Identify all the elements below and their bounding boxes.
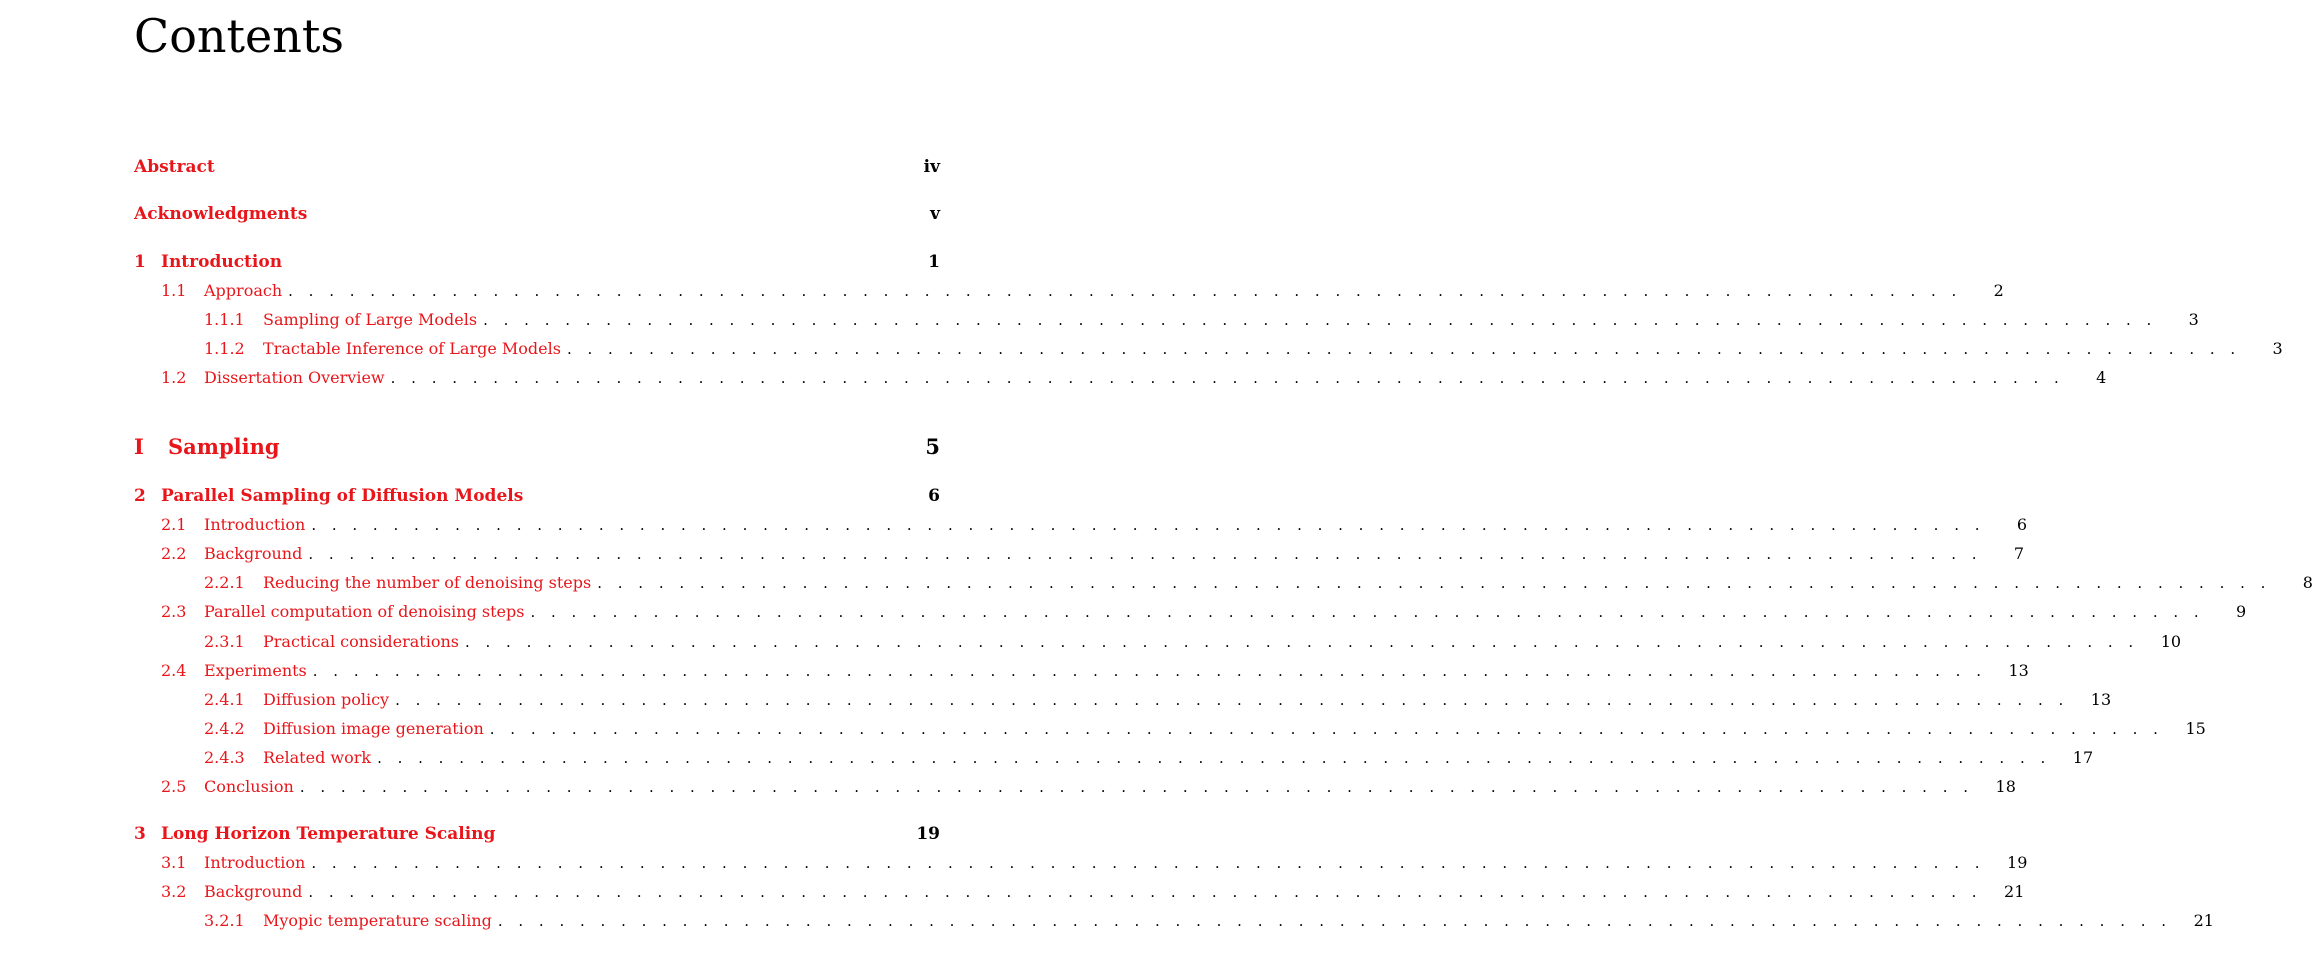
toc-leader-dots: . . . . . . . . . . . . . . . . . . . . . . . . . . . . . . . . . . . . . . . . . . . . . . . . . . . . . . . . . . . . . . . . . . . . . . . . . . . . . . . . . . <box>390 369 2065 387</box>
toc-entry-title[interactable]: Experiments <box>204 661 307 680</box>
toc-leader-dots: . . . . . . . . . . . . . . . . . . . . . . . . . . . . . . . . . . . . . . . . . . . . . . . . . . . . . . . . . . . . . . . . . . . . . . . . . . . . . . . . . . <box>288 282 1962 300</box>
toc-section-3-1[interactable] <box>161 852 2028 874</box>
toc-section-1-1[interactable] <box>161 280 2004 302</box>
toc-subsection-3-2-1[interactable] <box>204 910 2214 932</box>
toc-leader-dots: . . . . . . . . . . . . . . . . . . . . . . . . . . . . . . . . . . . . . . . . . . . . . . . . . . . . . . . . . . . . . . . . . . . . . . . . . . . . . . . . . . <box>308 883 1983 901</box>
toc-entry-number[interactable]: 1.1 <box>161 281 187 300</box>
toc-entry-number[interactable]: 2.1 <box>161 515 187 534</box>
toc-subsection-1-1-2[interactable] <box>204 338 2283 360</box>
toc-entry-page: 17 <box>2072 748 2094 767</box>
toc-entry-title[interactable]: Sampling <box>168 434 280 459</box>
toc-leader-dots: . . . . . . . . . . . . . . . . . . . . . . . . . . . . . . . . . . . . . . . . . . . . . . . . . . . . . . . . . . . . . . . . . . . . . . . . . . . . . . . . . . <box>597 574 2271 592</box>
toc-entry-number[interactable]: 1.1.2 <box>204 339 245 358</box>
toc-entry-page: 7 <box>2013 544 2025 563</box>
toc-leader-dots: . . . . . . . . . . . . . . . . . . . . . . . . . . . . . . . . . . . . . . . . . . . . . . . . . . . . . . . . . . . . . . . . . . . . . . . . . . . . . . . . . . <box>566 340 2241 358</box>
toc-entry-number[interactable]: 1.2 <box>161 368 187 387</box>
toc-section-1-2[interactable] <box>161 367 2107 389</box>
toc-entry-number[interactable]: 2 <box>134 486 146 506</box>
toc-entry-title[interactable]: Diffusion policy <box>263 690 390 709</box>
toc-entry-number[interactable]: 2.4.1 <box>204 690 245 709</box>
toc-entry-title[interactable]: Acknowledgments <box>134 204 308 224</box>
toc-entry-title[interactable]: Myopic temperature scaling <box>263 911 492 930</box>
toc-entry-title[interactable]: Related work <box>263 748 372 767</box>
toc-entry-title[interactable]: Diffusion image generation <box>263 719 484 738</box>
toc-entry-title[interactable]: Tractable Inference of Large Models <box>263 339 561 358</box>
toc-entry-page: 19 <box>2007 853 2028 872</box>
toc-part-1[interactable] <box>134 436 940 458</box>
toc-leader-dots: . . . . . . . . . . . . . . . . . . . . . . . . . . . . . . . . . . . . . . . . . . . . . . . . . . . . . . . . . . . . . . . . . . . . . . . . . . . . . . . . . . <box>530 603 2205 621</box>
toc-entry-number[interactable]: 2.4.2 <box>204 719 245 738</box>
toc-entry-number[interactable]: 2.3 <box>161 602 187 621</box>
toc-leader-dots: . . . . . . . . . . . . . . . . . . . . . . . . . . . . . . . . . . . . . . . . . . . . . . . . . . . . . . . . . . . . . . . . . . . . . . . . . . . . . . . . . . <box>489 720 2164 738</box>
toc-entry-title[interactable]: Dissertation Overview <box>204 368 385 387</box>
toc-entry-title[interactable]: Background <box>204 544 303 563</box>
toc-subsection-2-4-1[interactable] <box>204 689 2112 711</box>
toc-subsection-2-3-1[interactable] <box>204 631 2182 653</box>
toc-chapter-1[interactable] <box>134 251 940 273</box>
toc-section-2-2[interactable] <box>161 543 2025 565</box>
toc-entry-page: 8 <box>2302 573 2313 592</box>
toc-entry-title[interactable]: Background <box>204 882 303 901</box>
toc-entry-page: 21 <box>2004 882 2025 901</box>
toc-leader-dots: . . . . . . . . . . . . . . . . . . . . . . . . . . . . . . . . . . . . . . . . . . . . . . . . . . . . . . . . . . . . . . . . . . . . . . . . . . . . . . . . . . <box>395 691 2069 709</box>
toc-entry-page: 21 <box>2193 911 2214 930</box>
toc-entry-title[interactable]: Approach <box>204 281 283 300</box>
toc-leader-dots: . . . . . . . . . . . . . . . . . . . . . . . . . . . . . . . . . . . . . . . . . . . . . . . . . . . . . . . . . . . . . . . . . . . . . . . . . . . . . . . . . . <box>299 778 1974 796</box>
toc-leader-dots: . . . . . . . . . . . . . . . . . . . . . . . . . . . . . . . . . . . . . . . . . . . . . . . . . . . . . . . . . . . . . . . . . . . . . . . . . . . . . . . . . . <box>308 545 1983 563</box>
toc-entry-title[interactable]: Practical considerations <box>263 632 459 651</box>
toc-entry-title[interactable]: Abstract <box>134 157 215 177</box>
toc-entry-page: 9 <box>2235 602 2247 621</box>
toc-section-2-3[interactable] <box>161 601 2247 623</box>
toc-subsection-2-4-3[interactable] <box>204 747 2094 769</box>
toc-entry-title[interactable]: Introduction <box>161 252 283 272</box>
toc-entry-page: 4 <box>2096 368 2107 387</box>
toc-entry-title[interactable]: Parallel Sampling of Diffusion Models <box>161 486 524 506</box>
toc-entry-page: 3 <box>2272 339 2283 358</box>
toc-entry-page: 13 <box>2008 661 2029 680</box>
toc-section-3-2[interactable] <box>161 881 2025 903</box>
toc-entry-page: 10 <box>2160 632 2182 651</box>
toc-entry-page: 19 <box>916 824 940 844</box>
toc-entry-number[interactable]: 3.2.1 <box>204 911 245 930</box>
toc-entry-page: 5 <box>925 434 940 459</box>
toc-entry-number[interactable]: 2.2 <box>161 544 187 563</box>
toc-section-2-5[interactable] <box>161 776 2016 798</box>
toc-entry-number[interactable]: 3.2 <box>161 882 187 901</box>
toc-entry-acknowledgments[interactable] <box>134 203 940 225</box>
toc-entry-page: 3 <box>2188 310 2199 329</box>
toc-entry-number[interactable]: 2.4.3 <box>204 748 245 767</box>
toc-entry-page: v <box>930 204 940 224</box>
toc-entry-number[interactable]: 2.5 <box>161 777 187 796</box>
toc-leader-dots: . . . . . . . . . . . . . . . . . . . . . . . . . . . . . . . . . . . . . . . . . . . . . . . . . . . . . . . . . . . . . . . . . . . . . . . . . . . . . . . . . . <box>312 662 1987 680</box>
toc-entry-page: 13 <box>2090 690 2112 709</box>
toc-entry-number[interactable]: 1.1.1 <box>204 310 245 329</box>
toc-entry-page: 15 <box>2185 719 2206 738</box>
toc-entry-title[interactable]: Sampling of Large Models <box>263 310 478 329</box>
toc-entry-page: 18 <box>1995 777 2016 796</box>
toc-entry-number[interactable]: 2.2.1 <box>204 573 245 592</box>
toc-subsection-1-1-1[interactable] <box>204 309 2199 331</box>
toc-leader-dots: . . . . . . . . . . . . . . . . . . . . . . . . . . . . . . . . . . . . . . . . . . . . . . . . . . . . . . . . . . . . . . . . . . . . . . . . . . . . . . . . . . <box>483 311 2157 329</box>
toc-leader-dots: . . . . . . . . . . . . . . . . . . . . . . . . . . . . . . . . . . . . . . . . . . . . . . . . . . . . . . . . . . . . . . . . . . . . . . . . . . . . . . . . . . <box>464 633 2139 651</box>
toc-entry-title[interactable]: Introduction <box>204 515 306 534</box>
toc-leader-dots: . . . . . . . . . . . . . . . . . . . . . . . . . . . . . . . . . . . . . . . . . . . . . . . . . . . . . . . . . . . . . . . . . . . . . . . . . . . . . . . . . . <box>377 749 2051 767</box>
toc-entry-page: iv <box>923 157 940 177</box>
toc-entry-abstract[interactable] <box>134 156 940 178</box>
toc-entry-number[interactable]: 3.1 <box>161 853 187 872</box>
toc-entry-number[interactable]: 3 <box>134 824 146 844</box>
toc-entry-number[interactable]: I <box>134 434 144 459</box>
toc-leader-dots: . . . . . . . . . . . . . . . . . . . . . . . . . . . . . . . . . . . . . . . . . . . . . . . . . . . . . . . . . . . . . . . . . . . . . . . . . . . . . . . . . . <box>497 912 2172 930</box>
toc-chapter-2[interactable] <box>134 485 940 507</box>
toc-entry-number[interactable]: 2.4 <box>161 661 187 680</box>
toc-leader-dots: . . . . . . . . . . . . . . . . . . . . . . . . . . . . . . . . . . . . . . . . . . . . . . . . . . . . . . . . . . . . . . . . . . . . . . . . . . . . . . . . . . <box>311 516 1986 534</box>
toc-entry-title[interactable]: Parallel computation of denoising steps <box>204 602 525 621</box>
toc-entry-title[interactable]: Conclusion <box>204 777 294 796</box>
page-title: Contents <box>134 9 344 63</box>
toc-section-2-1[interactable] <box>161 514 2028 536</box>
toc-entry-page: 2 <box>1993 281 2004 300</box>
toc-entry-page: 6 <box>2016 515 2028 534</box>
toc-entry-page: 6 <box>928 486 940 506</box>
toc-entry-number[interactable]: 1 <box>134 252 146 272</box>
toc-subsection-2-4-2[interactable] <box>204 718 2206 740</box>
toc-entry-title[interactable]: Reducing the number of denoising steps <box>263 573 592 592</box>
toc-entry-title[interactable]: Introduction <box>204 853 306 872</box>
toc-leader-dots: . . . . . . . . . . . . . . . . . . . . . . . . . . . . . . . . . . . . . . . . . . . . . . . . . . . . . . . . . . . . . . . . . . . . . . . . . . . . . . . . . . <box>311 854 1986 872</box>
toc-entry-number[interactable]: 2.3.1 <box>204 632 245 651</box>
toc-section-2-4[interactable] <box>161 660 2029 682</box>
toc-chapter-3[interactable] <box>134 823 940 845</box>
toc-entry-title[interactable]: Long Horizon Temperature Scaling <box>161 824 496 844</box>
toc-entry-page: 1 <box>928 252 940 272</box>
toc-subsection-2-2-1[interactable] <box>204 572 2313 594</box>
